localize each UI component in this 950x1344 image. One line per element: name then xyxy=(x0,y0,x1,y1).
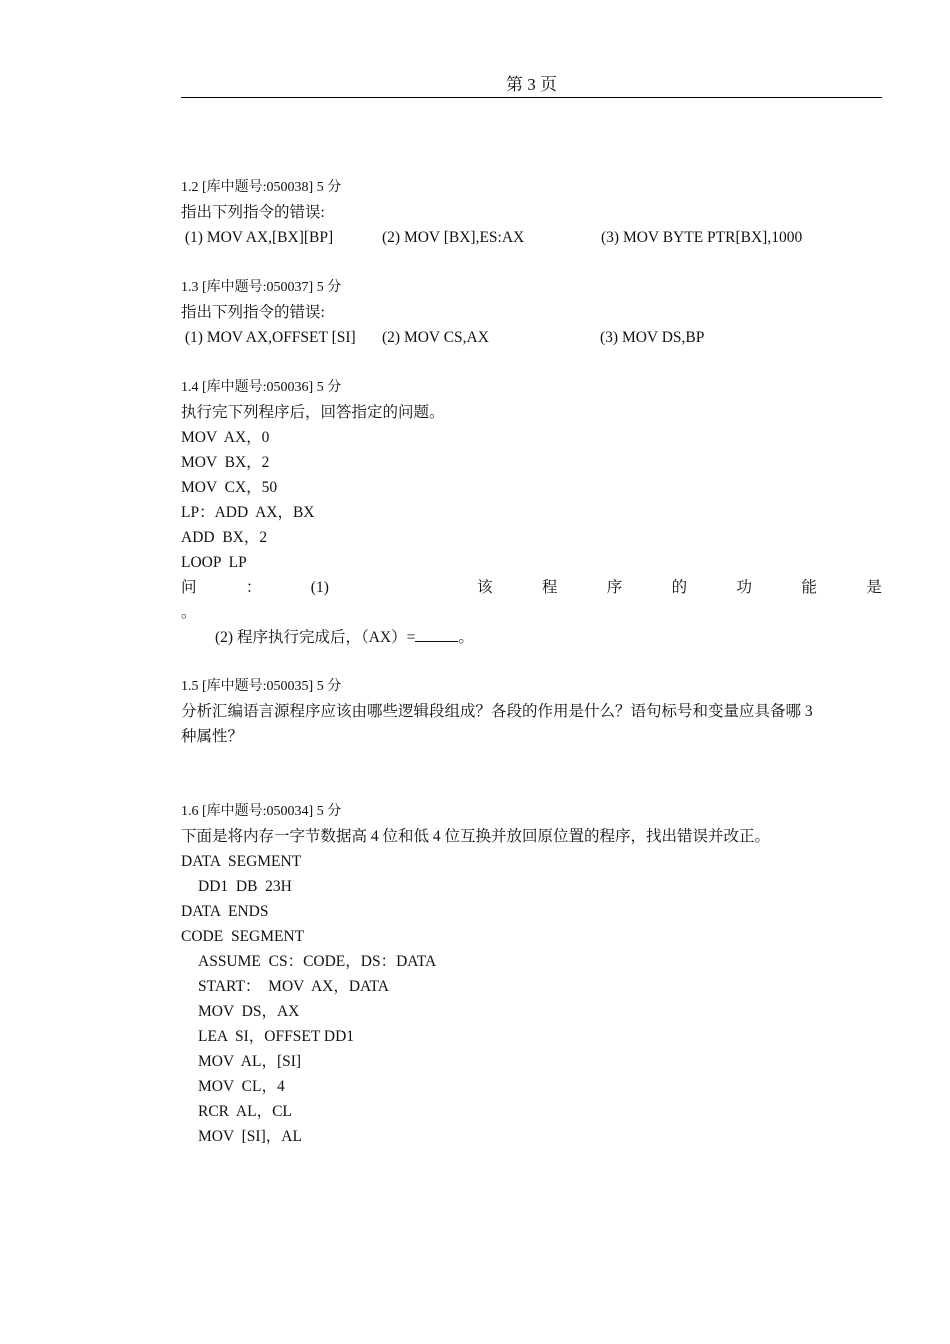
question-1-5-text-1: 分析汇编语言源程序应该由哪些逻辑段组成？各段的作用是什么？语句标号和变量应具备哪 3 xyxy=(181,703,813,721)
question-1-2-item-2: (2) MOV [BX],ES:AX xyxy=(382,229,525,246)
answer-blank xyxy=(415,625,458,642)
page-content xyxy=(181,175,882,1149)
question-1-3-items xyxy=(181,325,882,350)
code-line: DATA SEGMENT xyxy=(181,852,302,870)
ask-2-text: (2) 程序执行完成后，（AX）= xyxy=(215,628,416,646)
question-1-6-heading: 1.6 [库中题号:050034] 5 分 xyxy=(181,803,342,819)
page-header: 第 3 页 xyxy=(506,75,557,94)
code-line: START： MOV AX，DATA xyxy=(198,977,389,995)
question-1-2-prompt: 指出下列指令的错误: xyxy=(181,204,325,221)
question-1-3-item-2: (2) MOV CS,AX xyxy=(382,328,489,346)
code-line: LOOP LP xyxy=(181,553,247,571)
question-1-4-ask-1-end: 。 xyxy=(181,603,197,621)
ask-token: 是 xyxy=(866,578,882,596)
code-line: RCR AL，CL xyxy=(198,1102,292,1120)
question-1-3-heading: 1.3 [库中题号:050037] 5 分 xyxy=(181,279,342,295)
question-1-4-ask-1 xyxy=(181,575,882,600)
ask-token: (1) xyxy=(310,578,329,596)
ask-token: 序 xyxy=(606,578,623,596)
code-line: DD1 DB 23H xyxy=(198,877,292,895)
question-1-4-ask-2 xyxy=(181,625,882,650)
question-1-3-prompt: 指出下列指令的错误: xyxy=(181,303,325,321)
code-line: DATA ENDS xyxy=(181,902,269,920)
code-line: LEA SI，OFFSET DD1 xyxy=(198,1027,355,1045)
ask-token: 程 xyxy=(541,578,558,596)
ask-token: 能 xyxy=(801,578,817,596)
question-1-4-prompt: 执行完下列程序后，回答指定的问题。 xyxy=(181,403,445,421)
ask-token: 该 xyxy=(476,578,493,596)
code-line: CODE SEGMENT xyxy=(181,927,305,945)
code-line: MOV AL，[SI] xyxy=(198,1052,302,1070)
header-rule xyxy=(181,97,882,98)
code-line: ASSUME CS：CODE，DS：DATA xyxy=(198,952,437,970)
code-line: MOV BX，2 xyxy=(181,453,270,471)
question-1-5-text-2: 种属性？ xyxy=(181,728,244,746)
question-1-2-items xyxy=(181,225,882,250)
ask-token: ： xyxy=(245,578,262,596)
question-1-3-item-3: (3) MOV DS,BP xyxy=(600,328,705,346)
code-line: MOV [SI]，AL xyxy=(198,1127,302,1145)
code-line: MOV CL，4 xyxy=(198,1077,285,1095)
question-1-4-heading: 1.4 [库中题号:050036] 5 分 xyxy=(181,379,342,395)
question-1-6-prompt: 下面是将内存一字节数据高 4 位和低 4 位互换并放回原位置的程序，找出错误并改正。 xyxy=(181,827,771,845)
code-line: MOV CX，50 xyxy=(181,478,278,496)
question-1-3-item-1: (1) MOV AX,OFFSET [SI] xyxy=(181,328,356,346)
ask-token: 的 xyxy=(671,578,688,596)
code-line: MOV AX，0 xyxy=(181,428,270,446)
question-1-2-item-1: (1) MOV AX,[BX][BP] xyxy=(181,229,334,246)
question-1-2-item-3: (3) MOV BYTE PTR[BX],1000 xyxy=(601,229,803,246)
ask-2-end: 。 xyxy=(458,628,474,646)
code-line: MOV DS，AX xyxy=(198,1002,300,1020)
question-1-5-heading: 1.5 [库中题号:050035] 5 分 xyxy=(181,679,342,695)
code-line: LP：ADD AX，BX xyxy=(181,503,315,521)
ask-token: 问 xyxy=(181,578,197,596)
question-1-2-heading: 1.2 [库中题号:050038] 5 分 xyxy=(181,180,342,195)
ask-token: 功 xyxy=(736,578,753,596)
code-line: ADD BX，2 xyxy=(181,528,268,546)
